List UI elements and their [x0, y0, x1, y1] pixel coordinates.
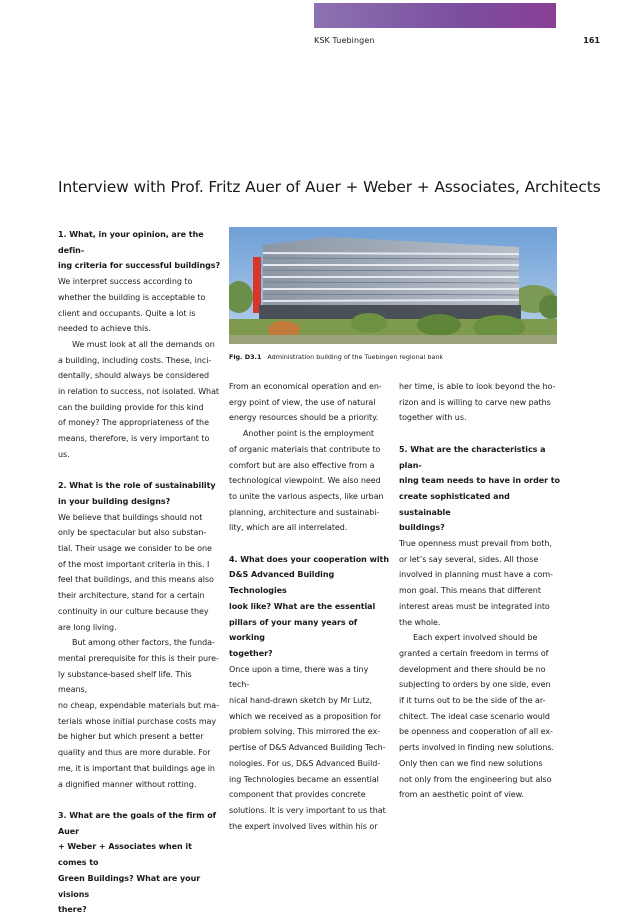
answer-line: mon goal. This means that different	[399, 586, 541, 596]
answer-line: energy resources should be a priority.	[229, 413, 379, 423]
answer-line: her time, is able to look beyond the ho-	[399, 382, 556, 391]
answer-line: from an aesthetic point of view.	[399, 790, 524, 800]
figure-label: Fig. D3.1	[229, 353, 262, 361]
answer-line: solutions. It is very important to us that	[229, 805, 386, 815]
question-line: D&S Advanced Building Technologies	[229, 570, 335, 596]
answer-line: or let’s say several, sides. All those	[399, 554, 539, 564]
paragraph-gap	[58, 463, 222, 479]
figure-caption-text: Administration building of the Tuebingen regional bank	[267, 353, 444, 361]
header-color-band	[314, 3, 556, 28]
answer-line: quality and thus are more durable. For	[58, 748, 211, 758]
answer-line: means, therefore, is very important to us.	[58, 434, 210, 459]
question-line: together?	[229, 648, 273, 658]
question-line: there?	[58, 905, 87, 915]
answer-line: comfort but are also effective from a	[229, 460, 375, 470]
answer-line: development and there should be no	[399, 664, 546, 674]
question-line: 3. What are the goals of the firm of Auer	[58, 810, 217, 836]
question-line: buildings?	[399, 523, 445, 533]
answer-line: needed to achieve this.	[58, 324, 151, 334]
answer-line: a dignified manner without rotting.	[58, 779, 197, 789]
text-column-2	[229, 379, 389, 834]
text-column-3	[399, 379, 563, 803]
answer-line: client and occupants. Quite a lot is	[58, 308, 196, 318]
answer-line: But among other factors, the funda-	[72, 638, 215, 648]
answer-line: component that provides concrete	[229, 790, 366, 800]
answer-line: granted a certain freedom in terms of	[399, 648, 549, 658]
answer-line: of organic materials that contribute to	[229, 444, 381, 454]
question-line: create sophisticated and sustainable	[399, 491, 510, 517]
answer-line: in relation to success, not isolated. What	[58, 387, 220, 397]
paragraph-gap	[399, 426, 563, 442]
answer-line: dentally, should always be considered	[58, 371, 209, 381]
question-line: 4. What does your cooperation with	[229, 554, 389, 564]
answer-line: terials whose initial purchase costs may	[58, 716, 217, 726]
answer-line: chitect. The ideal case scenario would	[399, 711, 550, 721]
building-photo	[229, 227, 557, 344]
question-line: 5. What are the characteristics a plan-	[399, 444, 546, 470]
answer-line: nologies. For us, D&S Advanced Build-	[229, 758, 381, 768]
answer-line: We interpret success according to	[58, 277, 193, 287]
question-line: 1. What, in your opinion, are the defin-	[58, 230, 204, 255]
question-line: pillars of your many years of working	[229, 617, 358, 643]
answer-line: Only then can we find new solutions	[399, 758, 543, 768]
question-line: ning team needs to have in order to	[399, 476, 560, 486]
answer-line: no cheap, expendable materials but ma-	[58, 701, 219, 711]
answer-line: planning, architecture and sustainabi-	[229, 507, 380, 517]
building-image	[229, 227, 557, 344]
answer-line: tial. Their usage we consider to be one	[58, 544, 212, 554]
answer-line: if it turns out to be the side of the ar-	[399, 696, 546, 706]
question-line: ing criteria for successful buildings?	[58, 261, 221, 271]
paragraph-gap	[229, 536, 389, 552]
answer-line: continuity in our culture because they	[58, 606, 209, 616]
answer-line: the whole.	[399, 617, 441, 627]
answer-line: problem solving. This mirrored the ex-	[229, 727, 381, 737]
running-head: KSK Tuebingen	[314, 36, 375, 45]
answer-line: of money? The appropriateness of the	[58, 418, 209, 428]
answer-line: We believe that buildings should not	[58, 512, 203, 522]
answer-line: ly substance-based shelf life. This means,	[58, 669, 192, 695]
page-number: 161	[583, 36, 600, 45]
answer-line: Once upon a time, there was a tiny tech-	[229, 664, 369, 690]
answer-line: their architecture, stand for a certain	[58, 591, 205, 601]
answer-line: me, it is important that buildings age in	[58, 763, 215, 773]
answer-line: We must look at all the demands on	[72, 339, 215, 349]
question-line: 2. What is the role of sustainability	[58, 481, 216, 491]
answer-line: lity, which are all interrelated.	[229, 523, 348, 533]
answer-line: not only from the engineering but also	[399, 774, 552, 784]
answer-line: are long living.	[58, 622, 117, 632]
answer-line: to unite the various aspects, like urban	[229, 491, 384, 501]
answer-line: which we received as a proposition for	[229, 711, 382, 721]
answer-line: only be spectacular but also substan-	[58, 528, 207, 538]
answer-line: From an economical operation and en-	[229, 382, 382, 391]
question-line: look like? What are the essential	[229, 601, 376, 611]
answer-line: the expert involved lives within his or	[229, 821, 378, 831]
answer-line: of the most important criteria in this. I	[58, 559, 210, 569]
answer-line: can the building provide for this kind	[58, 402, 204, 412]
answer-line: True openness must prevail from both,	[399, 539, 552, 549]
answer-line: pertise of D&S Advanced Building Tech-	[229, 743, 386, 753]
page-title: Interview with Prof. Fritz Auer of Auer + Weber + Associates, Architects	[58, 178, 601, 196]
text-column-1	[58, 227, 222, 918]
answer-line: feel that buildings, and this means also	[58, 575, 214, 585]
answer-line: perts involved in finding new solutions.	[399, 743, 554, 753]
paragraph-gap	[58, 792, 222, 808]
answer-line: a building, including costs. These, inci-	[58, 355, 212, 365]
question-line: Green Buildings? What are your visions	[58, 873, 201, 899]
answer-line: technological viewpoint. We also need	[229, 476, 381, 486]
answer-line: mental prerequisite for this is their pure-	[58, 653, 219, 663]
answer-line: Each expert involved should be	[413, 633, 538, 643]
figure-caption	[229, 353, 443, 361]
question-line: in your building designs?	[58, 496, 171, 506]
answer-line: together with us.	[399, 413, 467, 423]
answer-line: whether the building is acceptable to	[58, 292, 206, 302]
answer-line: Another point is the employment	[243, 429, 374, 439]
answer-line: be openness and cooperation of all ex-	[399, 727, 553, 737]
answer-line: involved in planning must have a com-	[399, 570, 553, 580]
question-line: + Weber + Associates when it comes to	[58, 842, 192, 868]
answer-line: nical hand-drawn sketch by Mr Lutz,	[229, 696, 372, 706]
answer-line: interest areas must be integrated into	[399, 601, 550, 611]
answer-line: be higher but which present a better	[58, 732, 204, 742]
answer-line: rizon and is willing to carve new paths	[399, 397, 551, 407]
answer-line: ergy point of view, the use of natural	[229, 397, 376, 407]
answer-line: subjecting to orders by one side, even	[399, 680, 551, 690]
answer-line: ing Technologies became an essential	[229, 774, 379, 784]
